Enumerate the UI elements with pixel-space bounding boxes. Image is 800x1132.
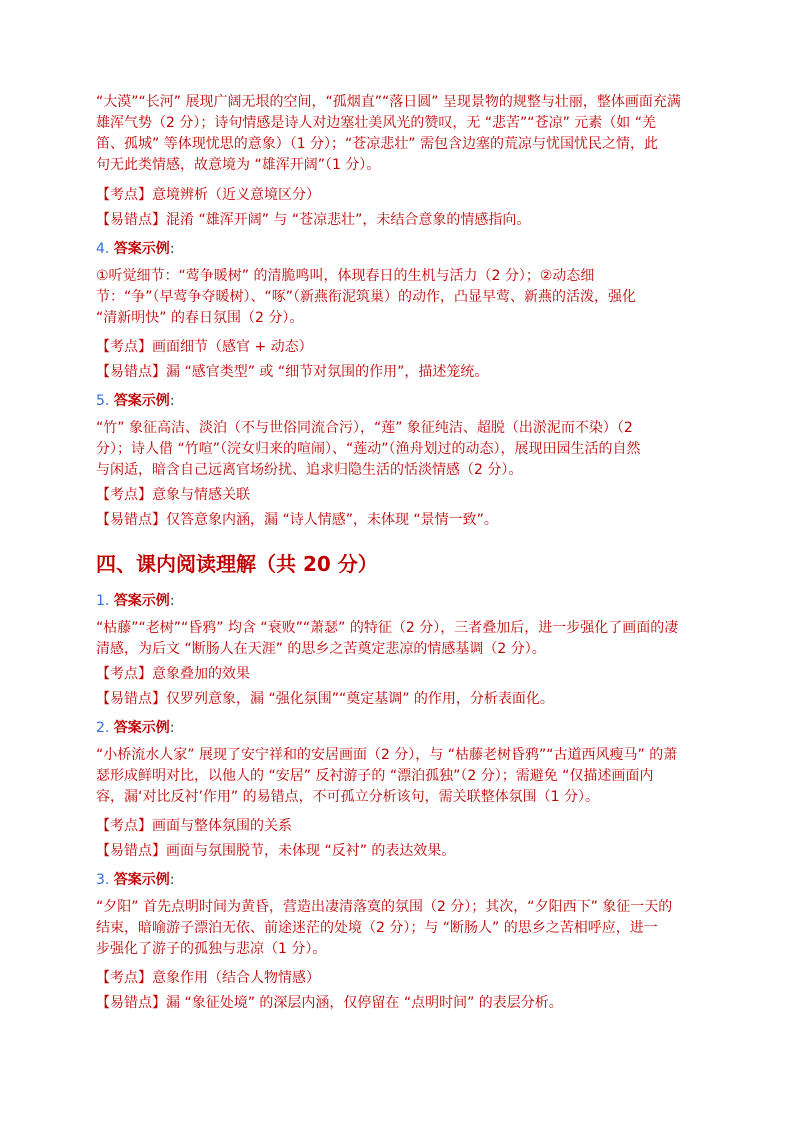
question-answer-label: 4. 答案示例: bbox=[96, 241, 175, 257]
key-point: 【考点】意象与情感关联 bbox=[96, 487, 250, 503]
common-mistake: 【易错点】漏 “感官类型” 或 “细节对氛围的作用”，描述笼统。 bbox=[96, 364, 489, 380]
answer-paragraph: “夕阳” 首先点明时间为黄昏，营造出凄清落寞的氛围（2 分）；其次，“夕阳西下” 象征一天的 结束，暗喻游子漂泊无依、前途迷茫的处境（2 分）；与 “断肠人” 的思乡之苦相呼应，进一 步强化了游子的孤独与悲凉（1 分）。 bbox=[96, 899, 673, 957]
common-mistake: 【易错点】画面与氛围脱节，未体现 “反衬” 的表达效果。 bbox=[96, 843, 456, 859]
section-heading: 四、课内阅读理解（共 20 分） bbox=[96, 552, 378, 576]
answer-paragraph: “枯藤”“老树”“昏鸦” 均含 “衰败”“萧瑟” 的特征（2 分），三者叠加后，进一步强化了画面的凄 清感，为后文 “断肠人在天涯” 的思乡之苦奠定悲凉的情感基调（2 分）。 bbox=[96, 620, 679, 657]
key-point: 【考点】意象作用（结合人物情感） bbox=[96, 970, 320, 986]
question-answer-label: 2. 答案示例: bbox=[96, 720, 175, 736]
answer-paragraph: “小桥流水人家” 展现了安宁祥和的安居画面（2 分），与 “枯藤老树昏鸦”“古道西风瘦马” 的萧 瑟形成鲜明对比，以他人的 “安居” 反衬游子的 “漂泊孤独”（2 分）；需避免 “仅描述画面内 容，漏‘对比反衬’作用” 的易错点，不可孤立分析该句，需关联整体氛围（1 分）。 bbox=[96, 747, 678, 805]
common-mistake: 【易错点】仅罗列意象，漏 “强化氛围”“奠定基调” 的作用，分析表面化。 bbox=[96, 691, 554, 707]
answer-paragraph: “竹” 象征高洁、淡泊（不与世俗同流合污），“莲” 象征纯洁、超脱（出淤泥而不染）（2 分）；诗人借 “竹喧”（浣女归来的喧闹）、“莲动”（渔舟划过的动态），展现田园生活的自然 与闲适，暗含自己远离官场纷扰、追求归隐生活的恬淡情感（2 分）。 bbox=[96, 420, 641, 478]
key-point: 【考点】画面细节（感官 + 动态） bbox=[96, 339, 313, 355]
key-point: 【考点】意境辨析（近义意境区分） bbox=[96, 187, 320, 203]
question-answer-label: 5. 答案示例: bbox=[96, 393, 175, 409]
question-answer-label: 3. 答案示例: bbox=[96, 872, 175, 888]
key-point: 【考点】画面与整体氛围的关系 bbox=[96, 818, 292, 834]
common-mistake: 【易错点】漏 “象征处境” 的深层内涵，仅停留在 “点明时间” 的表层分析。 bbox=[96, 995, 563, 1011]
common-mistake: 【易错点】混淆 “雄浑开阔” 与 “苍凉悲壮”，未结合意象的情感指向。 bbox=[96, 212, 531, 228]
answer-paragraph: “大漠”“长河” 展现广阔无垠的空间，“孤烟直”“落日圆” 呈现景物的规整与壮丽，整体画面充满 雄浑气势（2 分）；诗句情感是诗人对边塞壮美风光的赞叹，无 “悲苦”“苍凉” 元素（如 “羌 笛、孤城” 等体现忧思的意象）（1 分）；“苍凉悲壮” 需包含边塞的荒凉与忧国忧民之情，此 句无此类情感，故意境为 “雄浑开阔”（1 分）。 bbox=[96, 94, 681, 173]
answer-paragraph: ①听觉细节：“莺争暖树” 的清脆鸣叫，体现春日的生机与活力（2 分）；②动态细 节：“争”（早莺争夺暖树）、“啄”（新燕衔泥筑巢）的动作，凸显早莺、新燕的活泼，强化 “清新明快” 的春日氛围（2 分）。 bbox=[96, 268, 637, 326]
common-mistake: 【易错点】仅答意象内涵，漏 “诗人情感”，未体现 “景情一致”。 bbox=[96, 512, 498, 528]
question-answer-label: 1. 答案示例: bbox=[96, 593, 175, 609]
key-point: 【考点】意象叠加的效果 bbox=[96, 666, 250, 682]
